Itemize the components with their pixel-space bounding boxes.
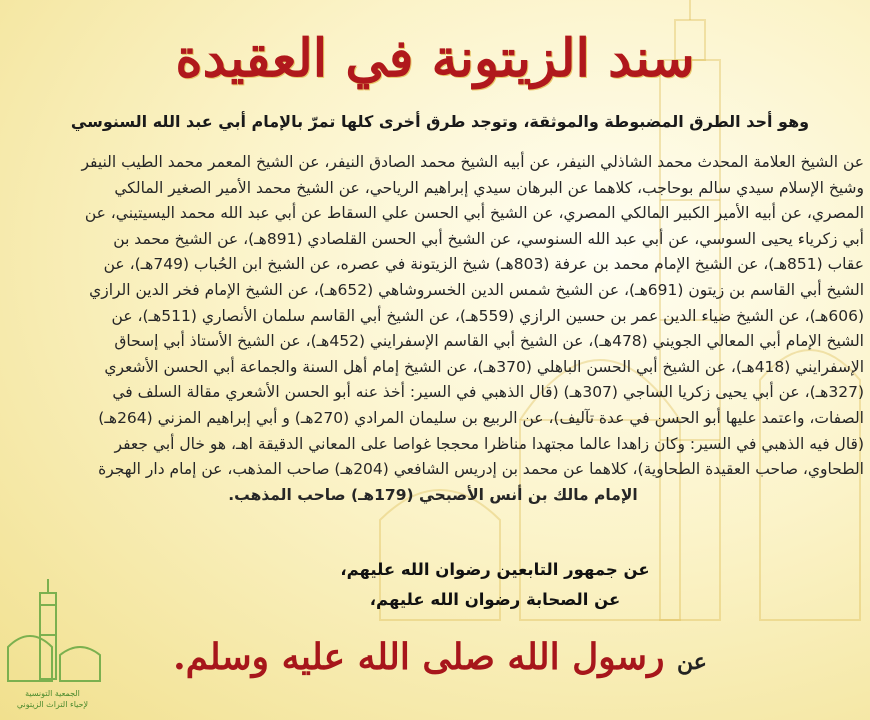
page-title: سند الزيتونة في العقيدة <box>175 28 695 89</box>
text-line: الطحاوي، صاحب العقيدة الطحاوية)، كلاهما عن محمد بن إدريس الشافعي (204هـ) صاحب المذهب، عن إمام دار الهجرة <box>98 460 864 479</box>
text-line: الإمام مالك بن أنس الأصبحي (179هـ) صاحب المذهب. <box>228 485 638 504</box>
text-line: عن الشيخ العلامة المحدث محمد الشاذلي النيفر، عن أبيه الشيخ محمد الصادق النيفر، عن الشيخ المعمر محمد الطيب النيفر <box>81 153 864 171</box>
chain-sahaba: عن الصحابة رضوان الله عليهم، <box>369 590 621 609</box>
final-line <box>150 636 730 678</box>
text-line: الإسفرايني (418هـ)، عن الشيخ أبي الحسن الباهلي (370هـ)، عن الشيخ إمام أهل السنة والجماعة أبي الحسن الأشعري <box>104 357 864 376</box>
text-line: أبي زكرياء يحيى السوسي، عن أبي عبد الله السنوسي، عن الشيخ أبي الحسن القلصادي (891هـ)، عن الشيخ محمد بن <box>113 229 864 248</box>
text-line: الصفات، واعتمد عليها أبو الحسن في عدة تآليف)، عن الربيع بن سليمان المرادي (270هـ) و أبي إبراهيم المزني (264هـ) <box>98 408 864 427</box>
page-subtitle: وهو أحد الطرق المضبوطة والموثقة، وتوجد طرق أخرى كلها تمرّ بالإمام أبي عبد الله السنوسي <box>70 112 810 131</box>
text-line: المصري، عن أبيه الأمير الكبير المالكي المصري، عن الشيخ أبي الحسن علي السقاط عن أبي عبد الله محمد اليسيتيني، عن <box>84 204 864 223</box>
final-text: رسول الله صلى الله عليه وسلم. <box>173 636 665 678</box>
text-line: الشيخ الإمام أبي المعالي الجويني (478هـ)، عن الشيخ أبي القاسم الإسفرايني (452هـ)، عن الشيخ الأستاذ أبي إسحاق <box>114 332 864 351</box>
text-line: وشيخ الإسلام سيدي سالم بوحاجب، كلاهما عن البرهان سيدي إبراهيم الرياحي، عن الشيخ محمد الأمير الصغير المالكي <box>114 178 864 197</box>
chain-text <box>2 150 864 508</box>
final-an: عن <box>677 649 707 675</box>
text-line: عقاب (851هـ)، عن الشيخ الإمام محمد بن عرفة (803هـ) شيخ الزيتونة في عصره، عن الشيخ ابن الحُباب (749هـ)، عن <box>103 255 864 274</box>
chain-tabiin: عن جمهور التابعين رضوان الله عليهم، <box>340 560 650 579</box>
logo-line-1: الجمعية التونسية <box>25 689 80 698</box>
text-line: (327هـ)، عن أبي يحيى زكريا الساجي (307هـ) (قال الذهبي في السير: أخذ عنه أبو الحسن الأشعري مقالة السلف في <box>112 383 864 402</box>
text-line: (606هـ)، عن الشيخ ضياء الدين عمر بن حسين الرازي (559هـ)، عن الشيخ أبي القاسم سلمان الأنصاري (511هـ)، عن <box>111 306 864 325</box>
text-line: الشيخ أبي القاسم بن زيتون (691هـ)، عن الشيخ شمس الدين الخسروشاهي (652هـ)، عن الشيخ الإمام فخر الدين الرازي <box>89 280 864 299</box>
text-line: (قال فيه الذهبي في السير: وكان زاهدا عالما مجتهدا مناظرا محججا غواصا على المعاني الدقيقة اهـ، هو خال أبي جعفر <box>114 434 864 453</box>
logo-line-2: لإحياء التراث الزيتوني <box>16 700 89 709</box>
